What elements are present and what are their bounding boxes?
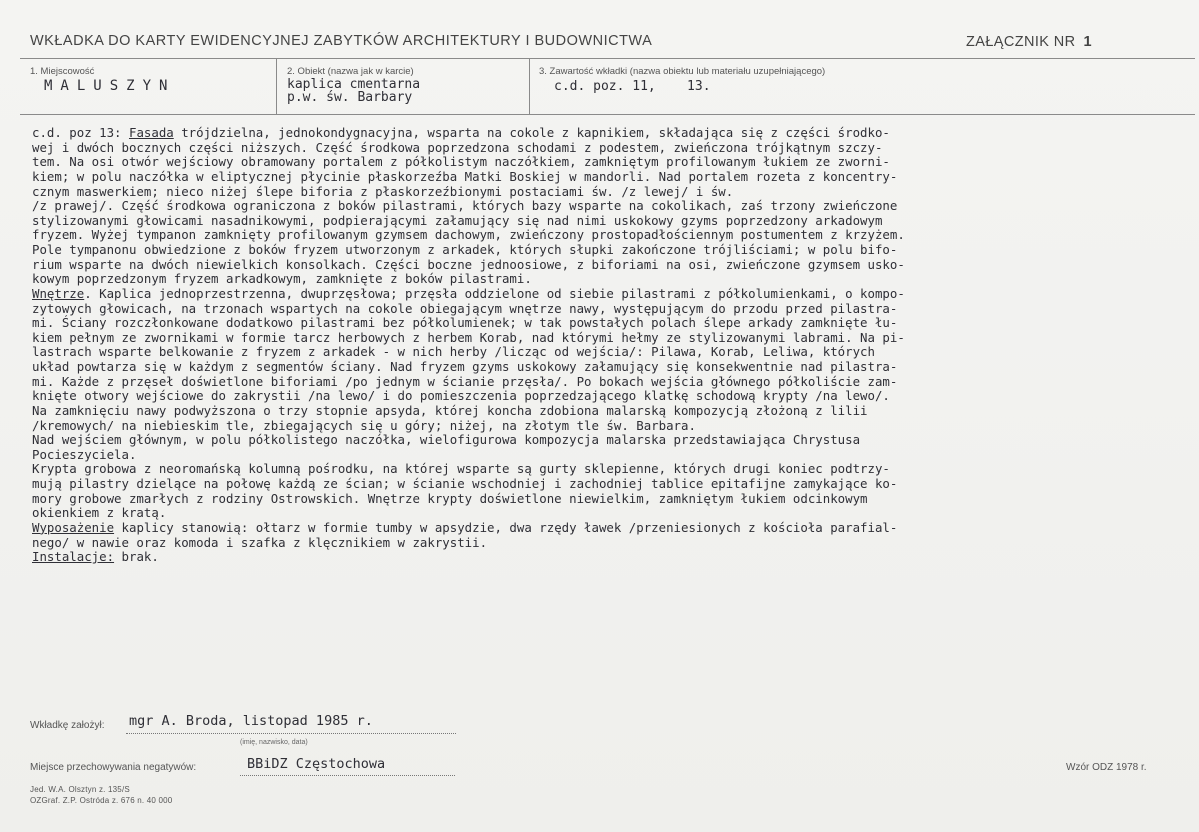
text-line: nego/ w nawie oraz komoda i szafka z klęcznikiem w zakrystii.: [32, 534, 488, 550]
text-line: zytowych głowicach, na trzonach wspartych na cokole obiegającym wnętrze nawy, występującym do przodu przed pilastra-: [32, 300, 898, 316]
text-line: mują pilastry dzielące na połowę każdą ze ścian; w ścianie wschodniej i zachodniej tablice epitafijne zamykające ko-: [32, 476, 898, 491]
section-heading: Fasada: [128, 125, 174, 140]
section-heading: Wnętrze: [32, 285, 85, 301]
text-line: kiem; w polu naczółka w eliptycznej płycinie płaskorzeźba Matki Boskiej w mandorli. Nad portalem rozeta z koncentry-: [32, 168, 898, 184]
fields-rule: [20, 114, 1195, 115]
text-line: układ powtarza się w każdym z segmentów ściany. Nad fryzem gzyms uskokowy załamujący się konsekwentnie nad pilastra-: [32, 359, 898, 374]
field-divider-2: [529, 58, 530, 114]
form-pattern: Wzór ODZ 1978 r.: [1066, 762, 1147, 773]
negatives-line: [240, 775, 455, 776]
place-value: MALUSZYN: [44, 78, 176, 94]
form-title: WKŁADKA DO KARTY EWIDENCYJNEJ ZABYTKÓW ARCHITEKTURY I BUDOWNICTWA: [30, 33, 653, 49]
text-line: kiem pełnym ze zwornikami w formie tarcz herbowych z herbem Korab, nad którymi hełmy ze stylizowanymi labrami. Na pi-: [32, 329, 905, 345]
text-line: Wnętrze. Kaplica jednoprzestrzenna, dwuprzęsłowa; przęsła oddzielone od siebie pilastrami z półkolumienkami, o kompo-: [32, 285, 905, 301]
content-label: 3. Zawartość wkładki (nazwa obiektu lub materiału uzupełniającego): [539, 66, 826, 77]
text-line: mi. Każde z przęseł doświetlone biforiami /po jednym w ścianie przęsła/. Po bokach wejścia głównego półkoliście zam-: [32, 373, 898, 389]
header-rule: [20, 58, 1195, 59]
text-line: wej i dwóch bocznych części niższych. Część środkowa poprzedzona schodami z podestem, zwieńczona trójkątnym szczy-: [32, 139, 883, 155]
content-value: c.d. poz. 11, 13.: [554, 79, 711, 94]
imprint-line2: OZGraf. Z.P. Ostróda z. 676 n. 40 000: [30, 796, 173, 805]
text-line: /kremowych/ na niebieskim tle, zbiegających się u góry; niżej, na złotym tle św. Barbara.: [32, 417, 696, 433]
text-line: Pocieszyciela.: [32, 446, 137, 462]
text-line: Nad wejściem głównym, w polu półkolistego naczółka, wielofigurowa kompozycja malarska przedstawiająca Chrystusa: [32, 432, 861, 448]
text-line: /z prawej/. Część środkowa ograniczona z boków pilastrami, których bazy wsparte na cokolikach, zaś trzony zwieńczone: [32, 198, 898, 214]
text-line: stylizowanymi głowicami nasadnikowymi, podpierającymi załamujący się nad nimi uskokowy gzyms poprzedzony arkadowym: [32, 212, 883, 228]
negatives-label: Miejsce przechowywania negatywów:: [30, 762, 197, 773]
object-label: 2. Obiekt (nazwa jak w karcie): [287, 66, 414, 77]
text-line: tem. Na osi otwór wejściowy obramowany portalem z półkolistym naczółkiem, zamkniętym profilowanym łukiem ze zworni-: [32, 154, 890, 170]
text-line: mi. Ściany rozczłonkowane dodatkowo pilastrami bez półkolumienek; w tak powstałych polach ślepe arkady zamknięte łu-: [32, 315, 898, 331]
text-line: kowym poprzedzonym fryzem arkadkowym, zamknięte z boków pilastrami.: [32, 271, 532, 287]
text-line: lastrach wsparte belkowanie z fryzem z arkadek - w nich herby /licząc od wejścia/: Pilawa, Korab, Leliwa, których: [32, 344, 875, 360]
text-line: Instalacje: brak.: [32, 549, 159, 565]
negatives-value: BBiDZ Częstochowa: [247, 756, 386, 772]
compiled-by-label: Wkładkę założył:: [30, 720, 105, 731]
annex-value: 1: [1083, 34, 1093, 50]
text-line: cznym maswerkiem; nieco niżej ślepe biforia z płaskorzeźbionymi postaciami św. /z lewej/ i św.: [32, 183, 734, 199]
compiled-by-value: mgr A. Broda, listopad 1985 r.: [129, 713, 373, 729]
text-line: Krypta grobowa z neoromańską kolumną pośrodku, na której wsparte są gurty sklepienne, których drugi koniec podtrzy-: [32, 461, 890, 477]
place-label: 1. Miejscowość: [30, 66, 95, 77]
section-heading: Instalacje:: [32, 549, 115, 565]
text-line: Pole tympanonu obwiedzione z boków fryzem utworzonym z arkadek, których słupki zakończone trójliściami; w polu bifo-: [32, 242, 898, 257]
text-line: Na zamknięciu nawy podwyższona o trzy stopnie apsyda, której koncha zdobiona malarską kompozycją złożoną z lilii: [32, 402, 868, 418]
imprint-line1: Jed. W.A. Olsztyn z. 135/S: [30, 785, 130, 794]
text-line: okienkiem z kratą.: [32, 505, 167, 521]
compiled-by-line: [126, 733, 456, 734]
text-line: fryzem. Wyżej tympanon zamknięty profilowanym gzymsem dachowym, zwieńczony prostopadłościennym postumentem z krzyżem.: [32, 227, 905, 243]
object-value-line2: p.w. św. Barbary: [287, 90, 413, 105]
field-divider-1: [276, 58, 277, 114]
compiled-by-hint: (imię, nazwisko, data): [240, 739, 308, 746]
text-line: Wyposażenie kaplicy stanowią: ołtarz w formie tumby w apsydzie, dwa rzędy ławek /przeniesionych z kościoła parafial-: [32, 519, 898, 535]
annex-number: [966, 34, 1092, 50]
text-line: c.d. poz 13: Fasada trójdzielna, jednokondygnacyjna, wsparta na cokole z kapnikiem, składająca się z części środko-: [32, 125, 890, 140]
description-text: [32, 126, 1194, 565]
text-line: knięte otwory wejściowe do zakrystii /na lewo/ i do pomieszczenia poprzedzającego klatkę schodową krypty /na lewo/.: [32, 388, 890, 404]
text-line: mory grobowe zmarłych z rodziny Ostrowskich. Wnętrze krypty doświetlone niewielkim, zamkniętym łukiem odcinkowym: [32, 490, 868, 506]
section-heading: Wyposażenie: [32, 519, 115, 535]
annex-label: ZAŁĄCZNIK NR: [966, 34, 1076, 50]
text-line: rium wsparte na dwóch niewielkich konsolkach. Części boczne jednoosiowe, z biforiami na osi, zwieńczone gzymsem usko-: [32, 256, 905, 272]
object-value-line1: kaplica cmentarna: [287, 77, 421, 92]
